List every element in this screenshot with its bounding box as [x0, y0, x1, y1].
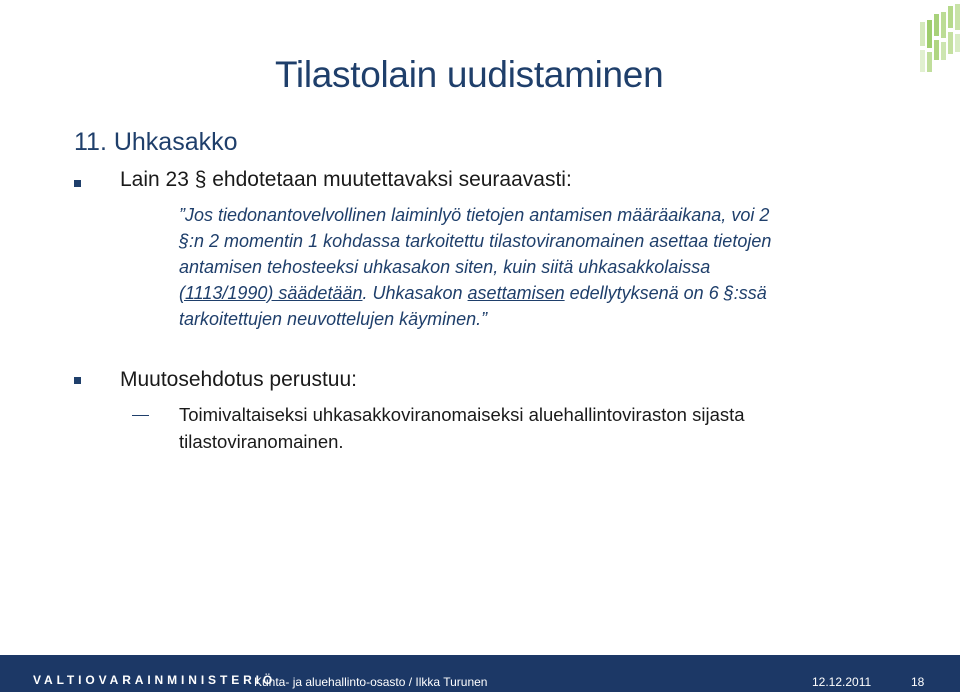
sub-bullet-line: tilastoviranomainen. — [179, 431, 344, 452]
sub-bullet-text — [179, 401, 879, 455]
quote-line: tarkoitettujen neuvottelujen käyminen.” — [179, 309, 488, 329]
quoted-law-text — [179, 202, 899, 332]
footer-date: 12.12.2011 — [812, 675, 872, 689]
underlined-text: asettamisen — [467, 283, 565, 303]
quote-text-fragment: edellytyksenä on 6 §:ssä — [564, 283, 767, 303]
bullet-text-law-amendment: Lain 23 § ehdotetaan muutettavaksi seuraavasti: — [120, 168, 572, 191]
bullet-text-justification: Muutosehdotus perustuu: — [120, 368, 357, 391]
quote-line — [179, 280, 899, 306]
quote-line: antamisen tehosteeksi uhkasakon siten, kuin siitä uhkasakkolaissa — [179, 257, 711, 277]
ministry-logo-squares — [912, 0, 960, 80]
sub-bullet-line: Toimivaltaiseksi uhkasakkoviranomaiseksi aluehallintoviraston sijasta — [179, 404, 745, 425]
underlined-text: (1113/1990) säädetään — [179, 283, 363, 303]
page-number: 18 — [911, 675, 925, 689]
quote-text-fragment: . Uhkasakon — [362, 283, 468, 303]
quote-line: §:n 2 momentin 1 kohdassa tarkoitettu tilastoviranomainen asettaa tietojen — [179, 231, 772, 251]
dash-bullet-icon — [132, 415, 149, 416]
ministry-logo-text: VALTIOVARAINMINISTERIÖ — [33, 673, 277, 687]
section-heading: 11. Uhkasakko — [74, 128, 238, 156]
footer-author: Kunta- ja aluehallinto-osasto / Ilkka Turunen — [254, 675, 488, 689]
quote-line: ”Jos tiedonantovelvollinen laiminlyö tietojen antamisen määräaikana, voi 2 — [179, 205, 770, 225]
bullet-square-icon — [74, 377, 81, 384]
slide-title: Tilastolain uudistaminen — [275, 54, 664, 95]
bullet-square-icon — [74, 180, 81, 187]
